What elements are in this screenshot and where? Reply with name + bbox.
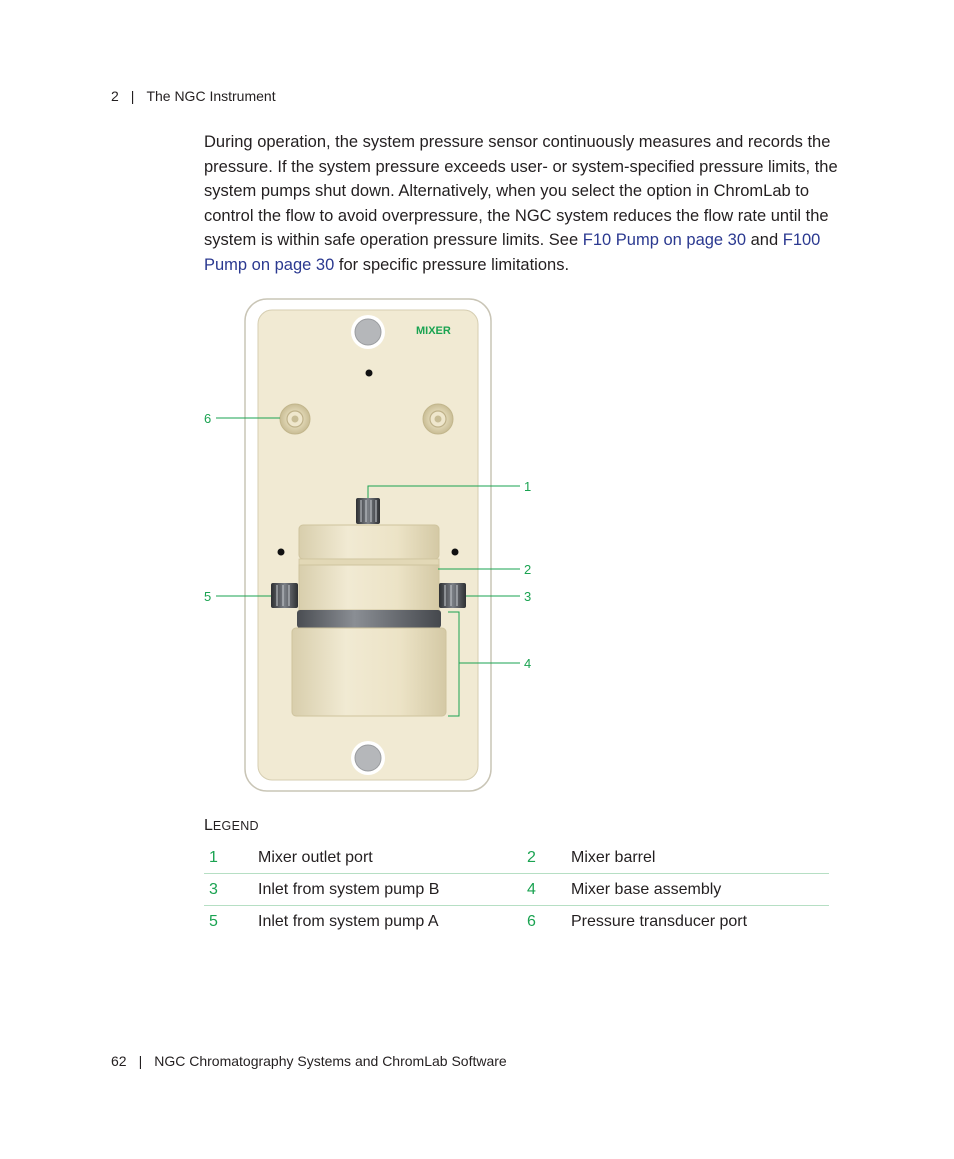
header-section-title: The NGC Instrument [146, 88, 276, 104]
legend-label: Inlet from system pump B [258, 874, 522, 906]
legend-row [204, 906, 829, 938]
pressure-transducer-port-left [280, 404, 310, 434]
body-text-2: and [746, 231, 783, 249]
panel-label: MIXER [416, 325, 451, 337]
header-separator: | [130, 88, 135, 104]
legend-label: Inlet from system pump A [258, 906, 522, 938]
legend-row [204, 842, 829, 874]
running-footer [111, 1053, 507, 1069]
footer-page-number: 62 [111, 1053, 127, 1069]
inlet-fitting-pump-a [271, 583, 298, 608]
callout-5: 5 [204, 589, 212, 604]
footer-title: NGC Chromatography Systems and ChromLab Software [154, 1053, 507, 1069]
callout-3: 3 [524, 589, 532, 604]
body-paragraph [204, 130, 844, 277]
legend-number: 1 [209, 848, 218, 866]
legend-number: 3 [204, 874, 258, 906]
callout-4: 4 [524, 656, 532, 671]
callout-2: 2 [524, 562, 532, 577]
running-header [111, 88, 276, 104]
legend-label: Mixer base assembly [571, 874, 829, 906]
pressure-transducer-port-right [423, 404, 453, 434]
legend-label: Mixer barrel [571, 848, 656, 866]
footer-separator: | [138, 1053, 143, 1069]
callout-6: 6 [204, 411, 212, 426]
legend-row [204, 874, 829, 906]
legend-number: 4 [522, 874, 571, 906]
legend-title [204, 817, 259, 835]
link-f10-pump[interactable]: F10 Pump on page 30 [582, 231, 747, 249]
mixer-outlet-fitting [356, 498, 380, 524]
legend-title-rest: EGEND [212, 819, 259, 833]
mixer-base-assembly [292, 628, 446, 716]
link-f100-pump[interactable]: F100 Pump on page 30 [204, 231, 821, 274]
mixer-ring [297, 610, 441, 628]
body-text-1: During operation, the system pressure sensor continuously measures and records the pressure. If the system pressure exceeds user- or system-specified pressure limits, the system pumps shut down. Alternatively, when you select the option in ChromLab to control the flow to avoid overpressure, the NGC system reduces the flow rate until the system is within safe operation pressure limits. See [204, 133, 838, 249]
mixer-barrel [299, 565, 439, 610]
inlet-fitting-pump-b [439, 583, 466, 608]
legend-label: Pressure transducer port [571, 906, 829, 938]
screw-head-top [355, 319, 381, 345]
screw-head-bottom [355, 745, 381, 771]
legend-table [204, 842, 829, 937]
callout-1: 1 [524, 479, 532, 494]
legend-label: Mixer outlet port [258, 848, 373, 866]
legend-number: 5 [204, 906, 258, 938]
panel-dot [452, 549, 459, 556]
body-text-3: for specific pressure limitations. [334, 255, 570, 274]
legend-number: 2 [527, 848, 536, 866]
legend-number: 6 [522, 906, 571, 938]
mixer-barrel-groove [299, 559, 439, 565]
mixer-figure [204, 296, 534, 796]
mixer-barrel-cap [299, 525, 439, 559]
legend-title-initial: L [204, 817, 213, 834]
panel-dot [278, 549, 285, 556]
panel-dot [366, 370, 373, 377]
header-page-number: 2 [111, 88, 119, 104]
